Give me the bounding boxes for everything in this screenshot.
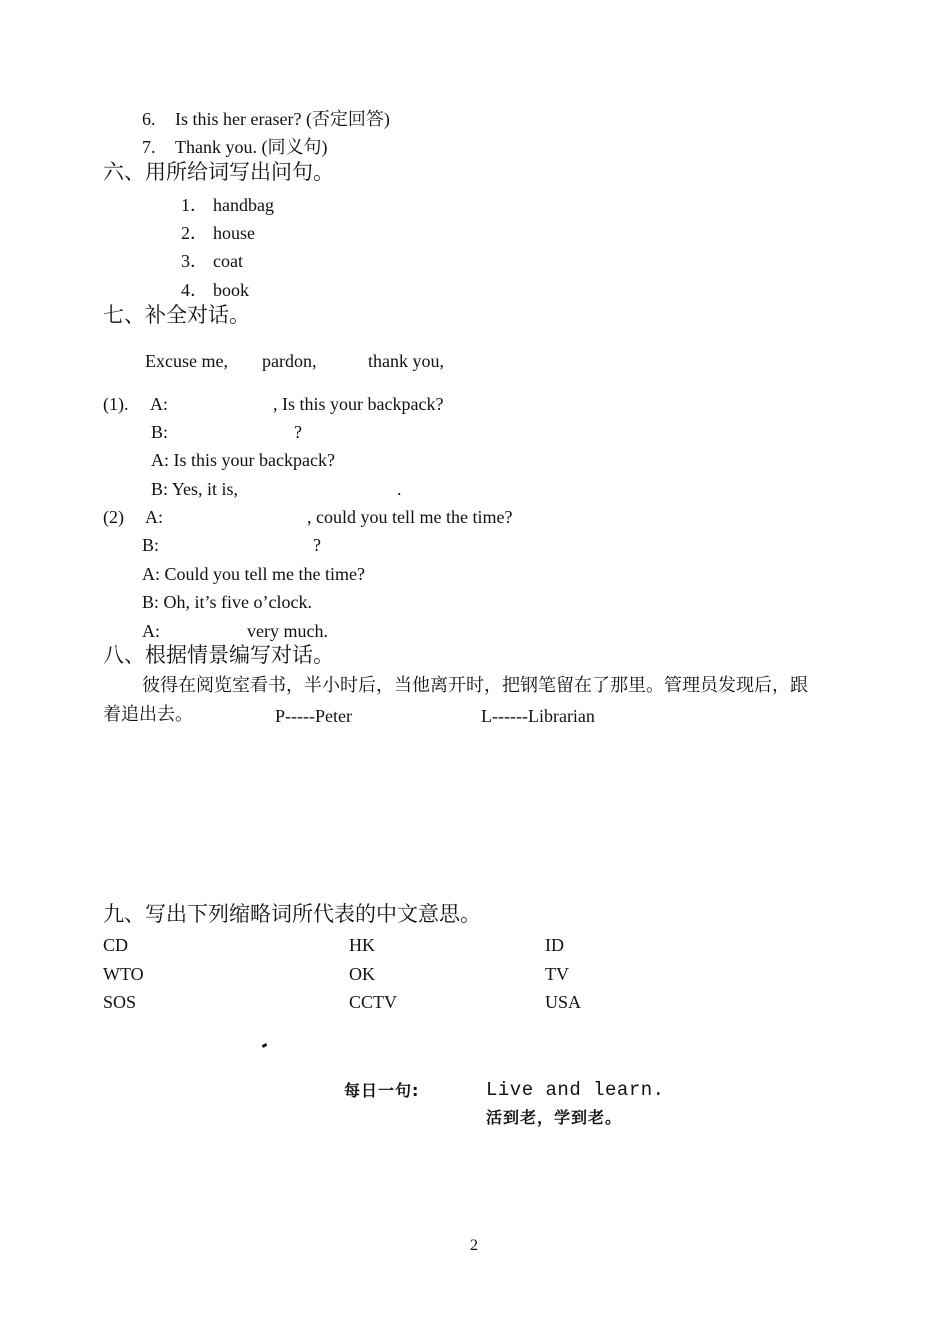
s6-item-2-number: 2．: [181, 223, 208, 243]
daily-quote-label: 每日一句:: [344, 1081, 420, 1100]
item-6-number: 6.: [142, 109, 156, 129]
s6-item-4-word: book: [213, 280, 249, 300]
daily-quote-chinese: 活到老，学到老。: [486, 1108, 623, 1127]
d2-line-1-speaker: A:: [145, 507, 163, 527]
abbr-sos: SOS: [103, 992, 137, 1012]
s6-item-2-word: house: [213, 223, 255, 243]
d1-line-3: A: Is this your backpack?: [151, 450, 335, 470]
abbr-usa: USA: [545, 992, 582, 1012]
s6-item-3-word: coat: [213, 251, 243, 271]
s6-item-4-number: 4．: [181, 280, 208, 300]
d1-line-2-text: ?: [294, 422, 302, 442]
abbr-cd: CD: [103, 935, 129, 955]
abbr-id: ID: [545, 935, 564, 955]
abbr-wto: WTO: [103, 964, 144, 984]
d2-line-1-text: , could you tell me the time?: [307, 507, 513, 527]
scenario-text-line-1: 彼得在阅览室看书，半小时后，当他离开时，把钢笔留在了那里。管理员发现后，跟: [142, 675, 808, 696]
section-7-heading: 七、补全对话。: [103, 303, 250, 327]
page-number: 2: [470, 1237, 478, 1254]
stray-ink-mark: [262, 1043, 268, 1048]
section-9-heading: 九、写出下列缩略词所代表的中文意思。: [103, 902, 481, 926]
d2-line-5-speaker: A:: [142, 621, 160, 641]
d2-line-4: B: Oh, it’s five o’clock.: [142, 592, 312, 612]
dialogue-2-label: (2): [103, 507, 124, 527]
item-7-text: Thank you. (同义句): [175, 137, 328, 157]
d1-line-4-text: .: [397, 479, 402, 499]
d1-line-1-text: , Is this your backpack?: [273, 394, 444, 414]
word-bank-excuse-me: Excuse me,: [145, 351, 228, 371]
s6-item-3-number: 3．: [181, 251, 208, 271]
item-6-text: Is this her eraser? (否定回答): [175, 109, 390, 129]
d2-line-2-speaker: B:: [142, 535, 160, 555]
s6-item-1-number: 1．: [181, 195, 208, 215]
key-peter: P-----Peter: [275, 706, 352, 726]
scenario-text-line-2: 着追出去。: [103, 704, 193, 725]
word-bank-pardon: pardon,: [262, 351, 317, 371]
abbr-ok: OK: [349, 964, 375, 984]
d1-line-4-speaker: B: Yes, it is,: [151, 479, 239, 499]
dialogue-1-label: (1).: [103, 394, 129, 414]
daily-quote-english: Live and learn.: [486, 1079, 665, 1101]
abbr-cctv: CCTV: [349, 992, 398, 1012]
d1-line-1-speaker: A:: [150, 394, 168, 414]
key-librarian: L------Librarian: [481, 706, 595, 726]
word-bank-thank-you: thank you,: [368, 351, 444, 371]
d2-line-2-text: ?: [313, 535, 321, 555]
d2-line-3: A: Could you tell me the time?: [142, 564, 365, 584]
d1-line-2-speaker: B:: [151, 422, 169, 442]
s6-item-1-word: handbag: [213, 195, 274, 215]
d2-line-5-text: very much.: [247, 621, 328, 641]
abbr-hk: HK: [349, 935, 375, 955]
abbr-tv: TV: [545, 964, 569, 984]
item-7-number: 7.: [142, 137, 156, 157]
section-6-heading: 六、用所给词写出问句。: [103, 160, 334, 184]
section-8-heading: 八、根据情景编写对话。: [103, 643, 334, 667]
